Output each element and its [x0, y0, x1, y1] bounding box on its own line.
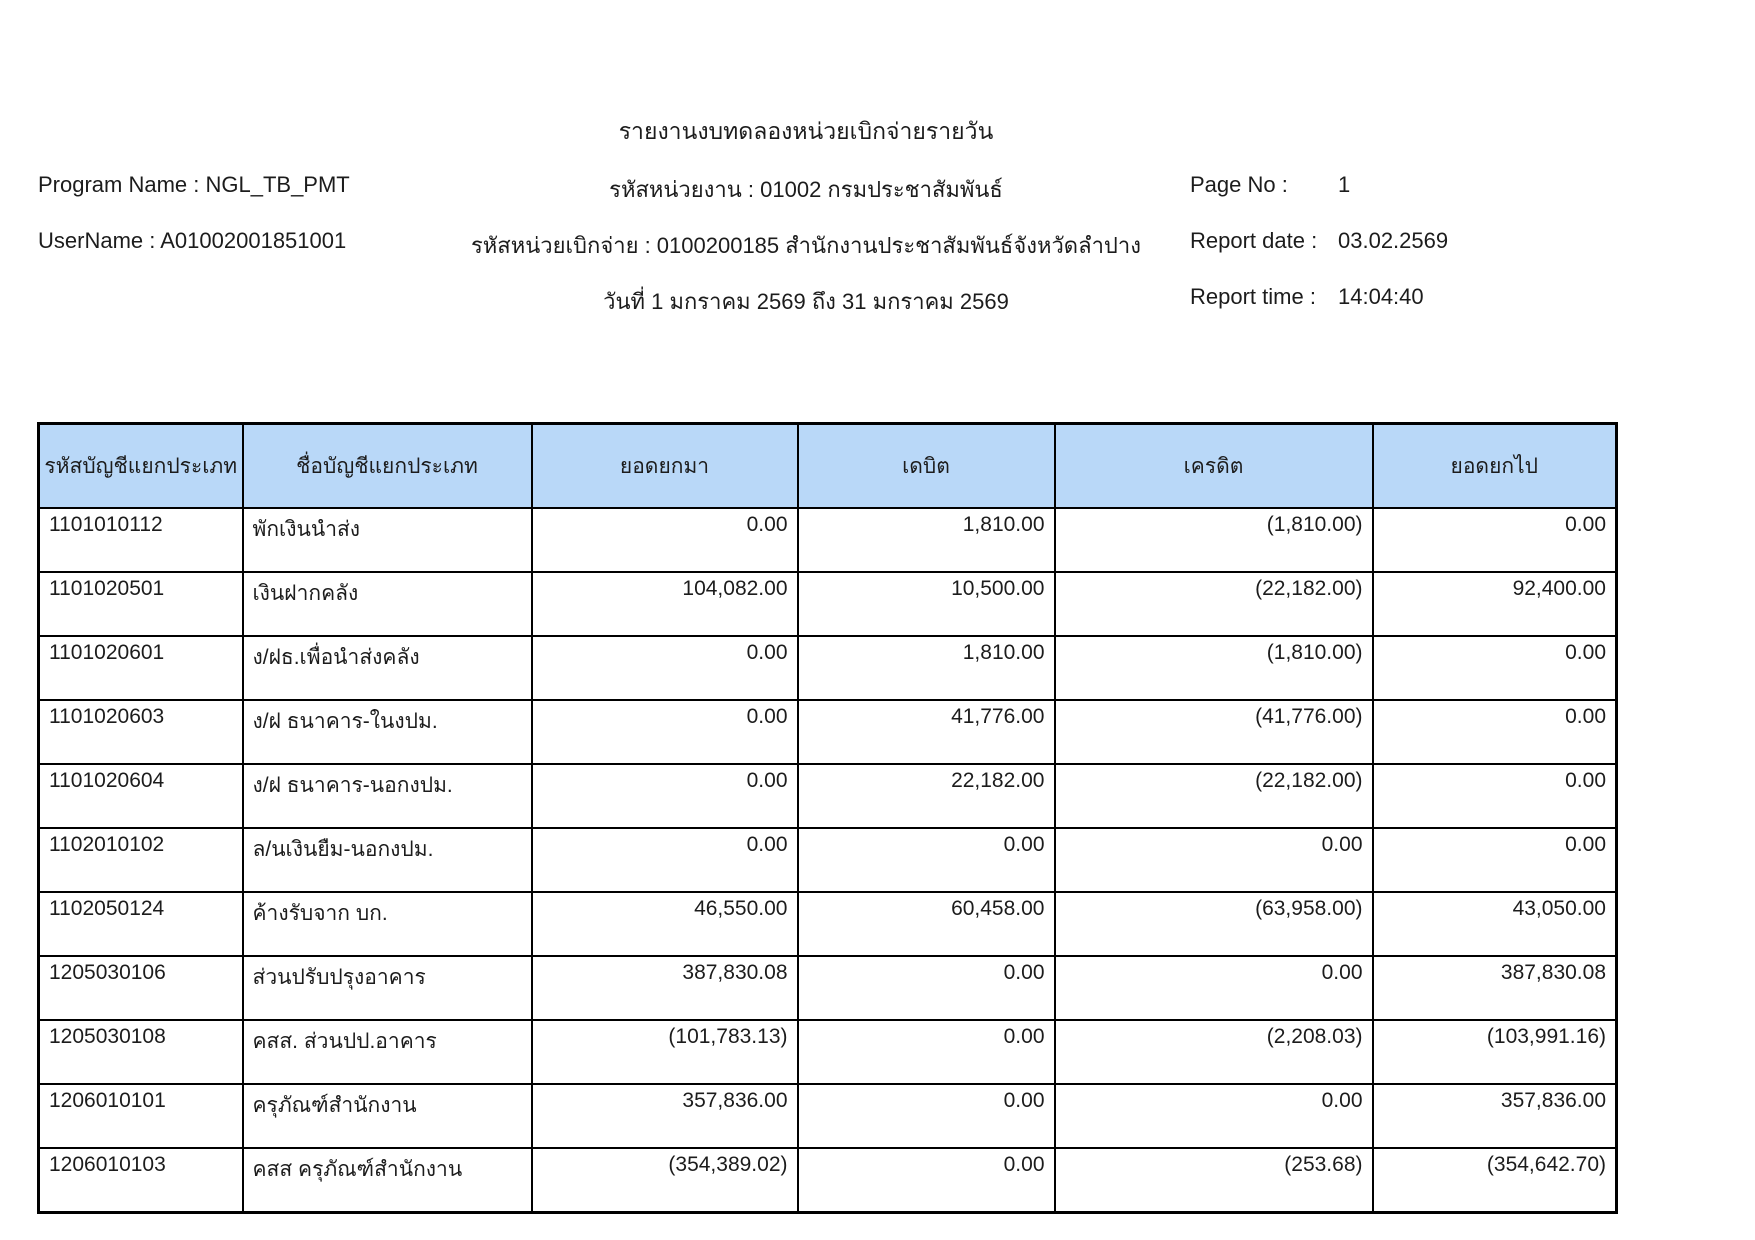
cell-opening-balance: (354,389.02) — [532, 1148, 798, 1213]
cell-opening-balance: (101,783.13) — [532, 1020, 798, 1084]
column-header: เครดิต — [1055, 424, 1373, 509]
page-no-label: Page No : — [1190, 172, 1288, 197]
report-time-value: 14:04:40 — [1338, 284, 1424, 309]
cell-account-code: 1101020603 — [39, 700, 243, 764]
cell-debit: 22,182.00 — [798, 764, 1055, 828]
cell-opening-balance: 104,082.00 — [532, 572, 798, 636]
report-date-value: 03.02.2569 — [1338, 228, 1449, 253]
user-name: UserName : A01002001851001 — [38, 228, 347, 253]
cell-closing-balance: 357,836.00 — [1373, 1084, 1617, 1148]
report-date-label: Report date : — [1190, 228, 1318, 253]
table-row — [39, 508, 1617, 572]
agency-code: รหัสหน่วยงาน : 01002 กรมประชาสัมพันธ์ — [609, 177, 1003, 202]
cell-closing-balance: 0.00 — [1373, 828, 1617, 892]
cell-closing-balance: 92,400.00 — [1373, 572, 1617, 636]
cell-account-name: ง/ฝ ธนาคาร-นอกงปม. — [243, 764, 532, 828]
report-title: รายงานงบทดลองหน่วยเบิกจ่ายรายวัน — [618, 118, 994, 144]
cell-closing-balance: (354,642.70) — [1373, 1148, 1617, 1213]
cell-closing-balance: 43,050.00 — [1373, 892, 1617, 956]
program-name: Program Name : NGL_TB_PMT — [38, 172, 350, 197]
column-header: ยอดยกไป — [1373, 424, 1617, 509]
table-row — [39, 636, 1617, 700]
cell-credit: 0.00 — [1055, 828, 1373, 892]
table-row — [39, 572, 1617, 636]
cell-opening-balance: 357,836.00 — [532, 1084, 798, 1148]
column-header: ชื่อบัญชีแยกประเภท — [243, 424, 532, 509]
cell-credit: (1,810.00) — [1055, 508, 1373, 572]
cell-account-name: ครุภัณฑ์สำนักงาน — [243, 1084, 532, 1148]
table-row — [39, 700, 1617, 764]
cell-credit: (253.68) — [1055, 1148, 1373, 1213]
table-row — [39, 1084, 1617, 1148]
column-header: เดบิต — [798, 424, 1055, 509]
cell-account-code: 1101020604 — [39, 764, 243, 828]
cell-account-code: 1205030106 — [39, 956, 243, 1020]
cell-opening-balance: 0.00 — [532, 700, 798, 764]
cell-account-name: ง/ฝ ธนาคาร-ในงปม. — [243, 700, 532, 764]
page-no-value: 1 — [1338, 172, 1351, 197]
table-row — [39, 764, 1617, 828]
cell-credit: (2,208.03) — [1055, 1020, 1373, 1084]
cell-credit: 0.00 — [1055, 1084, 1373, 1148]
cell-credit: (63,958.00) — [1055, 892, 1373, 956]
table-row — [39, 828, 1617, 892]
cell-opening-balance: 0.00 — [532, 508, 798, 572]
cell-debit: 0.00 — [798, 1084, 1055, 1148]
cell-debit: 10,500.00 — [798, 572, 1055, 636]
table-row — [39, 956, 1617, 1020]
cell-debit: 1,810.00 — [798, 508, 1055, 572]
cell-account-name: ล/นเงินยืม-นอกงปม. — [243, 828, 532, 892]
table-body — [39, 508, 1617, 1213]
table-row — [39, 1148, 1617, 1213]
cell-account-code: 1102050124 — [39, 892, 243, 956]
disbursement-unit-code: รหัสหน่วยเบิกจ่าย : 0100200185 สำนักงานประชาสัมพันธ์จังหวัดลำปาง — [470, 233, 1141, 258]
cell-account-name: ค้างรับจาก บก. — [243, 892, 532, 956]
cell-opening-balance: 387,830.08 — [532, 956, 798, 1020]
column-header: ยอดยกมา — [532, 424, 798, 509]
cell-account-name: คสส ครุภัณฑ์สำนักงาน — [243, 1148, 532, 1213]
cell-account-name: คสส. ส่วนปป.อาคาร — [243, 1020, 532, 1084]
cell-debit: 0.00 — [798, 1148, 1055, 1213]
cell-debit: 60,458.00 — [798, 892, 1055, 956]
cell-closing-balance: 0.00 — [1373, 764, 1617, 828]
cell-account-code: 1206010101 — [39, 1084, 243, 1148]
date-range: วันที่ 1 มกราคม 2569 ถึง 31 มกราคม 2569 — [603, 289, 1009, 314]
cell-account-code: 1101010112 — [39, 508, 243, 572]
cell-debit: 0.00 — [798, 828, 1055, 892]
cell-account-name: เงินฝากคลัง — [243, 572, 532, 636]
table-row — [39, 892, 1617, 956]
cell-account-code: 1205030108 — [39, 1020, 243, 1084]
cell-credit: 0.00 — [1055, 956, 1373, 1020]
table-header — [39, 424, 1617, 509]
cell-closing-balance: 0.00 — [1373, 508, 1617, 572]
cell-opening-balance: 0.00 — [532, 636, 798, 700]
cell-account-code: 1101020501 — [39, 572, 243, 636]
cell-credit: (22,182.00) — [1055, 764, 1373, 828]
cell-closing-balance: (103,991.16) — [1373, 1020, 1617, 1084]
cell-opening-balance: 0.00 — [532, 764, 798, 828]
trial-balance-table-wrap — [37, 422, 1618, 1214]
cell-credit: (41,776.00) — [1055, 700, 1373, 764]
cell-credit: (22,182.00) — [1055, 572, 1373, 636]
table-row — [39, 1020, 1617, 1084]
cell-account-code: 1101020601 — [39, 636, 243, 700]
cell-account-name: พักเงินนำส่ง — [243, 508, 532, 572]
cell-closing-balance: 387,830.08 — [1373, 956, 1617, 1020]
cell-credit: (1,810.00) — [1055, 636, 1373, 700]
table-header-row — [39, 424, 1617, 509]
trial-balance-table — [37, 422, 1618, 1214]
cell-account-code: 1206010103 — [39, 1148, 243, 1213]
cell-closing-balance: 0.00 — [1373, 636, 1617, 700]
cell-debit: 41,776.00 — [798, 700, 1055, 764]
cell-debit: 1,810.00 — [798, 636, 1055, 700]
cell-opening-balance: 0.00 — [532, 828, 798, 892]
cell-account-name: ง/ฝธ.เพื่อนำส่งคลัง — [243, 636, 532, 700]
cell-debit: 0.00 — [798, 1020, 1055, 1084]
column-header: รหัสบัญชีแยกประเภท — [39, 424, 243, 509]
cell-account-name: ส่วนปรับปรุงอาคาร — [243, 956, 532, 1020]
cell-account-code: 1102010102 — [39, 828, 243, 892]
cell-closing-balance: 0.00 — [1373, 700, 1617, 764]
cell-debit: 0.00 — [798, 956, 1055, 1020]
report-time-label: Report time : — [1190, 284, 1316, 309]
cell-opening-balance: 46,550.00 — [532, 892, 798, 956]
